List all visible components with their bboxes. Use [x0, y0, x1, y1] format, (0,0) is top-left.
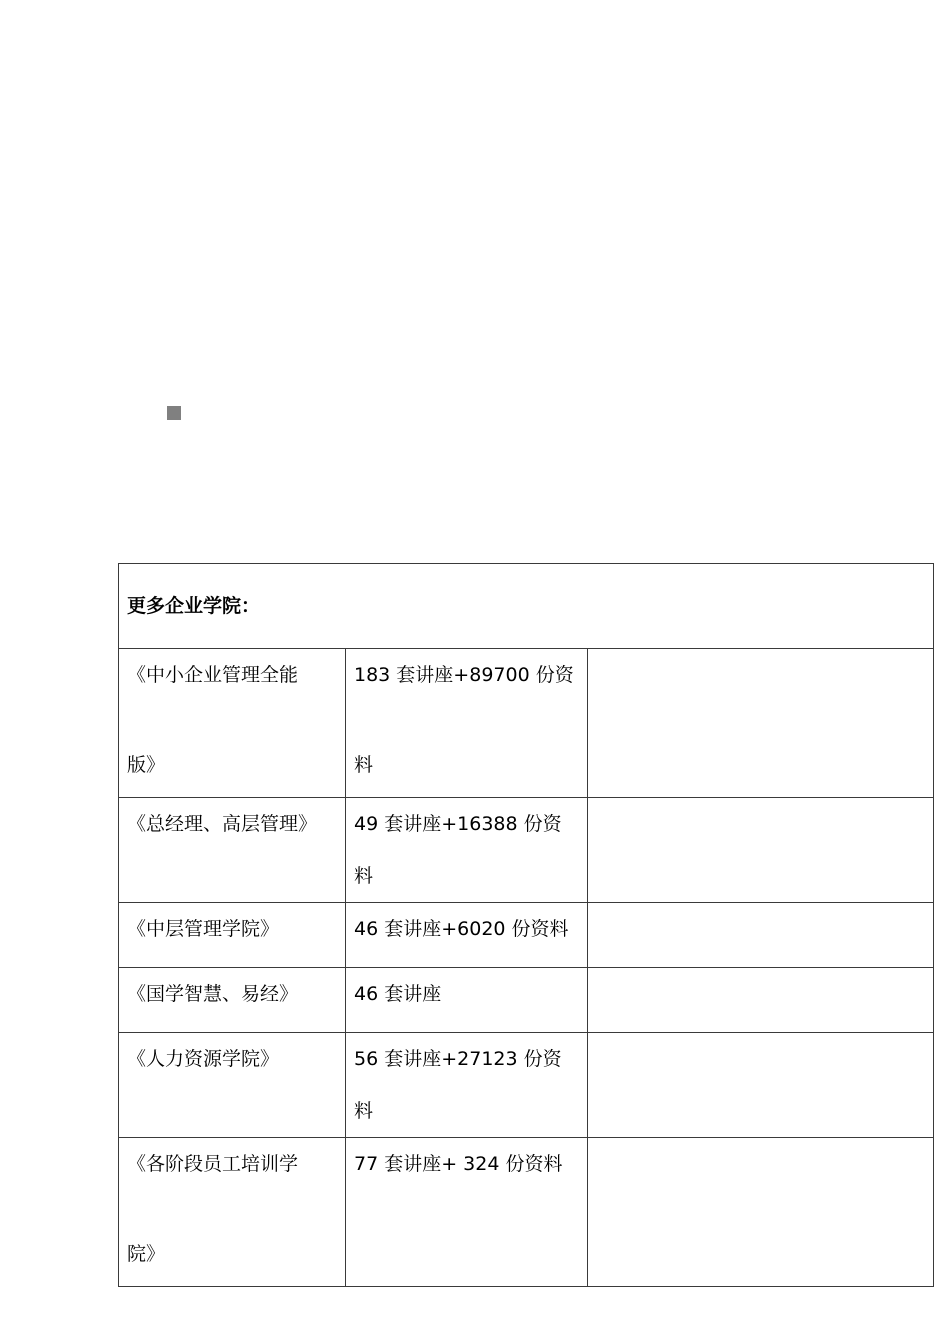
academy-content-cell: 46 套讲座	[346, 968, 588, 1033]
table-row	[119, 968, 934, 1033]
empty-cell	[588, 798, 934, 903]
academy-name-cell	[119, 649, 346, 798]
table-row	[119, 649, 934, 798]
academy-name-line2: 版》	[127, 754, 166, 776]
empty-cell	[588, 903, 934, 968]
academy-name-line2: 院》	[127, 1243, 166, 1265]
academy-name-cell: 《总经理、高层管理》	[119, 798, 346, 903]
empty-cell	[588, 1138, 934, 1287]
academy-content-cell: 46 套讲座+6020 份资料	[346, 903, 588, 968]
academy-name-line1: 《各阶段员工培训学	[127, 1153, 299, 1175]
academy-name-cell: 《人力资源学院》	[119, 1033, 346, 1138]
table-row	[119, 903, 934, 968]
empty-cell	[588, 649, 934, 798]
academy-content-cell	[346, 649, 588, 798]
academy-name-line1: 《中小企业管理全能	[127, 664, 299, 686]
square-bullet-icon	[167, 406, 181, 420]
table-row	[119, 1033, 934, 1138]
academy-content-cell: 49 套讲座+16388 份资料	[346, 798, 588, 903]
empty-cell	[588, 968, 934, 1033]
academy-table	[118, 563, 934, 1287]
academy-name-cell: 《中层管理学院》	[119, 903, 346, 968]
academy-content-cell	[346, 1138, 588, 1287]
academy-content-line1: 77 套讲座+ 324 份资料	[354, 1153, 563, 1175]
table-row	[119, 1138, 934, 1287]
academy-name-cell	[119, 1138, 346, 1287]
table-title: 更多企业学院：	[119, 564, 934, 649]
academy-content-line1: 183 套讲座+89700 份资	[354, 664, 574, 686]
empty-cell	[588, 1033, 934, 1138]
academy-name-cell: 《国学智慧、易经》	[119, 968, 346, 1033]
table-row	[119, 798, 934, 903]
academy-content-line2: 料	[354, 754, 374, 776]
table-header-row	[119, 564, 934, 649]
academy-content-cell: 56 套讲座+27123 份资料	[346, 1033, 588, 1138]
